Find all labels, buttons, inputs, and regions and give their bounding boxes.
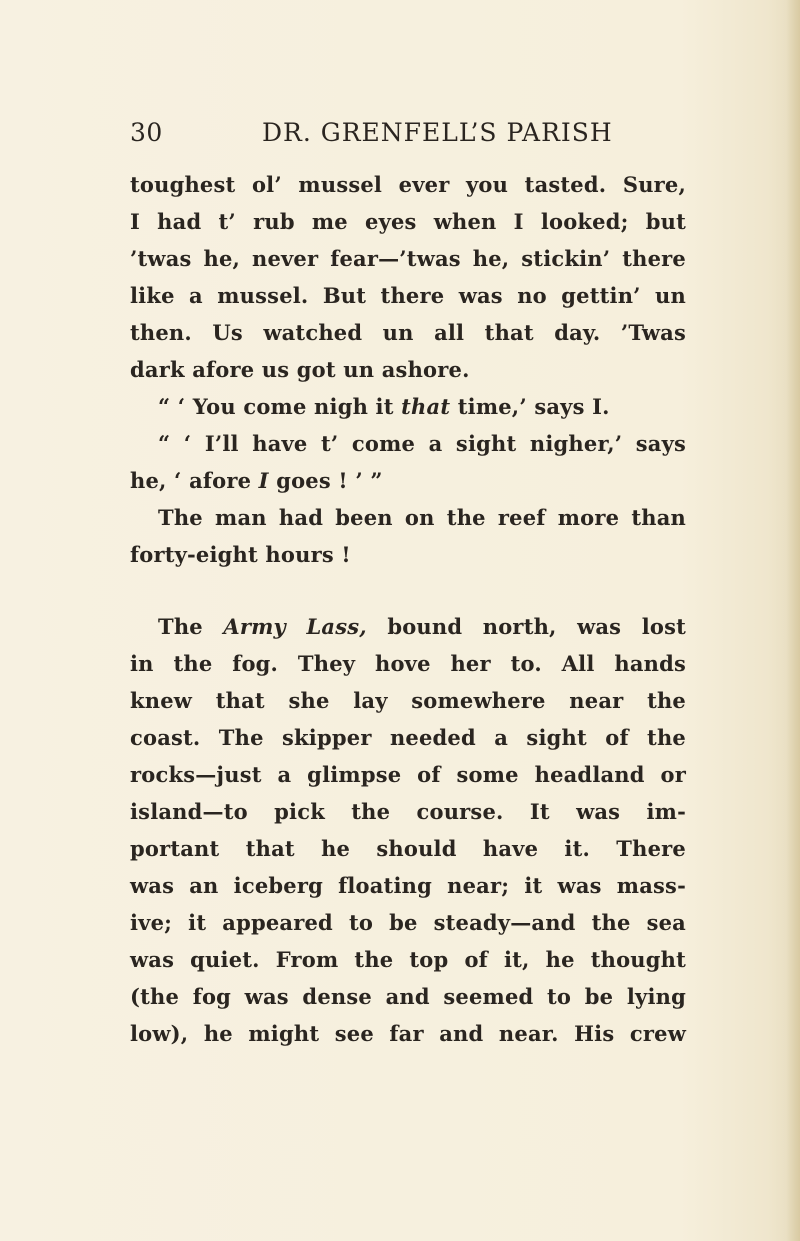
text-line: forty-eight hours ! xyxy=(130,542,351,567)
text-line: island—to pick the course. It was im- xyxy=(130,799,686,824)
text-span: “ ‘ You come nigh it xyxy=(158,394,402,419)
text-line: was an iceberg floating near; it was mass- xyxy=(130,873,686,898)
text-line: in the fog. They hove her to. All hands xyxy=(130,651,686,676)
text-span: he, ‘ afore xyxy=(130,468,259,493)
section-break xyxy=(130,573,686,608)
body-text xyxy=(130,166,686,1052)
ship-name: Army Lass, xyxy=(223,614,367,639)
text-line: then. Us watched un all that day. ’Twas xyxy=(130,320,686,345)
text-line xyxy=(130,388,686,425)
paragraph-dialogue xyxy=(130,166,686,388)
text-span: goes ! ’ ” xyxy=(268,468,383,493)
text-line: ive; it appeared to be steady—and the sea xyxy=(130,910,686,935)
text-span: time,’ says I. xyxy=(450,394,610,419)
emphasis-text: that xyxy=(401,394,451,419)
text-line: coast. The skipper needed a sight of the xyxy=(130,725,686,750)
text-line: ’twas he, never fear—’twas he, stickin’ there xyxy=(130,246,686,271)
text-line: like a mussel. But there was no gettin’ un xyxy=(130,283,686,308)
page-edge-shadow xyxy=(786,0,800,1241)
text-line: The man had been on the reef more than xyxy=(158,505,686,530)
paragraph-army-lass xyxy=(130,608,686,1052)
text-line: I had t’ rub me eyes when I looked; but xyxy=(130,209,686,234)
text-line: dark afore us got un ashore. xyxy=(130,357,470,382)
running-head-title: DR. GRENFELL’S PARISH xyxy=(262,118,613,147)
text-line: portant that he should have it. There xyxy=(130,836,686,861)
text-line: low), he might see far and near. His crew xyxy=(130,1021,686,1046)
text-line: knew that she lay somewhere near the xyxy=(130,688,686,713)
text-line xyxy=(130,608,686,645)
emphasis-text: I xyxy=(258,468,269,493)
text-line xyxy=(130,462,686,499)
text-span: The xyxy=(158,614,224,639)
page-number: 30 xyxy=(130,118,163,147)
text-line: (the fog was dense and seemed to be lying xyxy=(130,984,686,1009)
text-span: bound north, was lost xyxy=(366,614,687,639)
text-line: rocks—just a glimpse of some headland or xyxy=(130,762,686,787)
text-line: “ ‘ I’ll have t’ come a sight nigher,’ says xyxy=(158,431,686,456)
running-head xyxy=(130,118,690,158)
text-line: was quiet. From the top of it, he thought xyxy=(130,947,686,972)
text-line: toughest ol’ mussel ever you tasted. Sure, xyxy=(130,172,686,197)
